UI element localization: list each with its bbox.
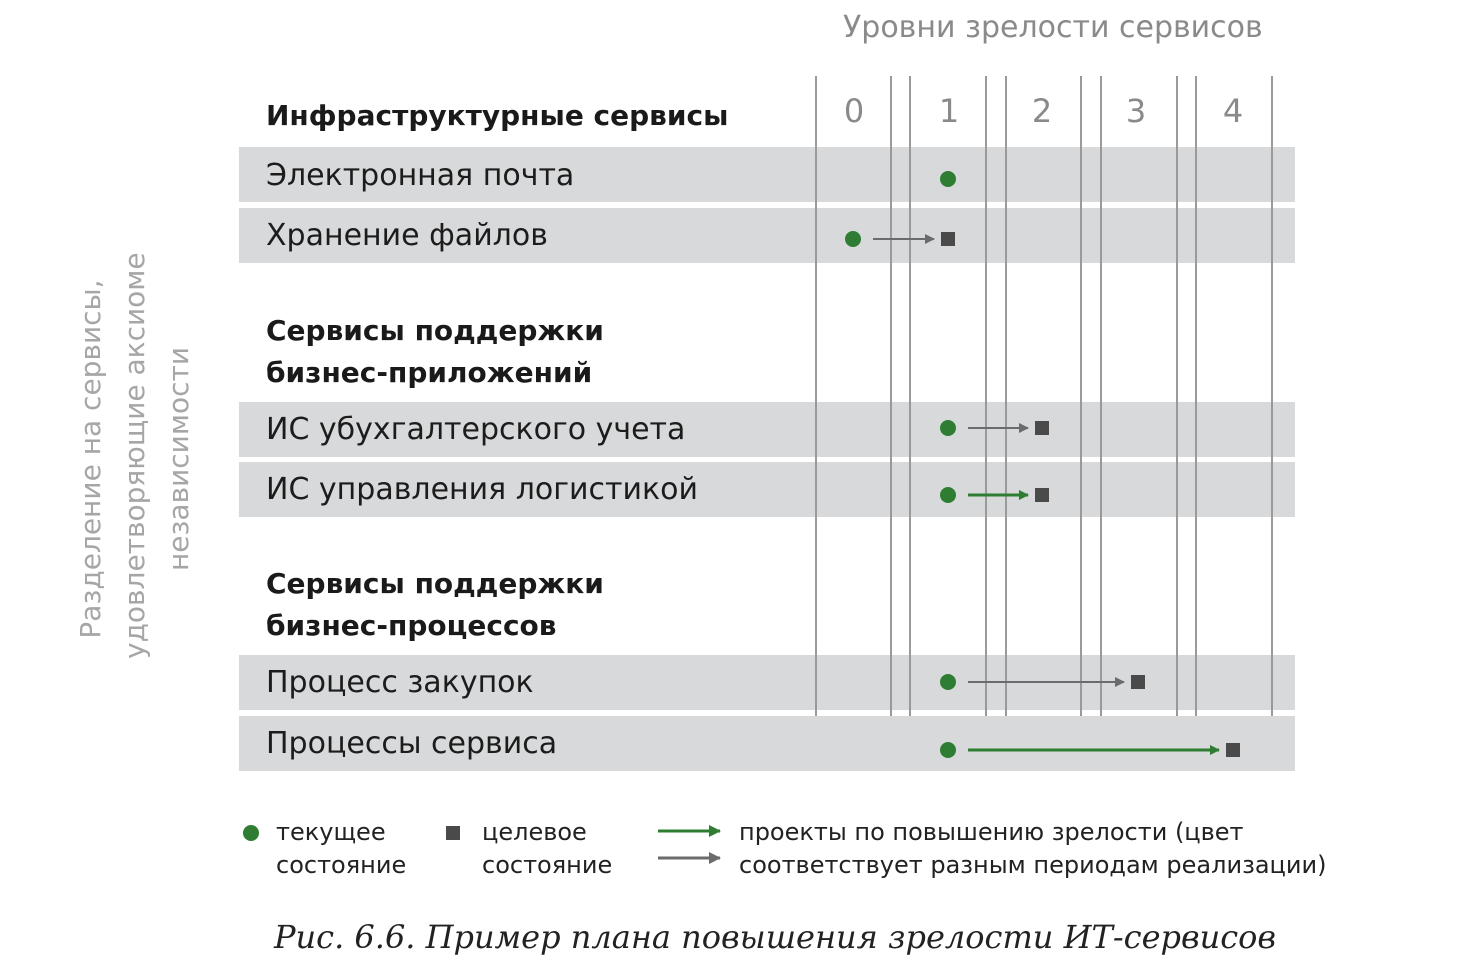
legend-current-label: текущее состояние	[276, 818, 407, 879]
current-state-dot	[940, 674, 956, 690]
level-2-label: 2	[1031, 92, 1053, 130]
group-title-business-apps: Сервисы поддержки бизнес-приложений	[266, 314, 604, 389]
side-label: Разделение на сервисы, удовлетворяющие аксиоме независимости	[74, 252, 195, 659]
target-state-square	[1131, 675, 1145, 689]
legend-projects-label: проекты по повышению зрелости (цвет соответствует разным периодам реализации)	[739, 818, 1327, 879]
row-label-procurement: Процесс закупок	[266, 665, 534, 700]
target-state-square	[1035, 421, 1049, 435]
group-title-business-processes: Сервисы поддержки бизнес-процессов	[266, 567, 604, 642]
target-state-square	[1035, 488, 1049, 502]
group-title-infrastructure: Инфраструктурные сервисы	[266, 99, 729, 132]
level-0-label: 0	[843, 92, 865, 130]
row-label-service-processes: Процессы сервиса	[266, 726, 558, 761]
target-state-square	[941, 232, 955, 246]
diagram-header: Уровни зрелости сервисов	[843, 10, 1263, 45]
row-label-files: Хранение файлов	[266, 218, 548, 253]
target-state-square	[1226, 743, 1240, 757]
legend-target-label: целевое состояние	[482, 818, 613, 879]
current-state-dot	[940, 742, 956, 758]
current-state-dot	[845, 231, 861, 247]
row-label-logistics: ИС управления логистикой	[266, 472, 698, 507]
level-1-label: 1	[938, 92, 960, 130]
level-4-label: 4	[1222, 92, 1244, 130]
row-label-accounting: ИС убухгалтерского учета	[266, 412, 686, 447]
level-3-label: 3	[1125, 92, 1147, 130]
row-label-email: Электронная почта	[266, 158, 575, 193]
current-state-dot	[940, 420, 956, 436]
current-state-dot	[940, 487, 956, 503]
figure-caption: Рис. 6.6. Пример плана повышения зрелости ИТ-сервисов	[274, 918, 1277, 956]
current-state-dot	[940, 171, 956, 187]
